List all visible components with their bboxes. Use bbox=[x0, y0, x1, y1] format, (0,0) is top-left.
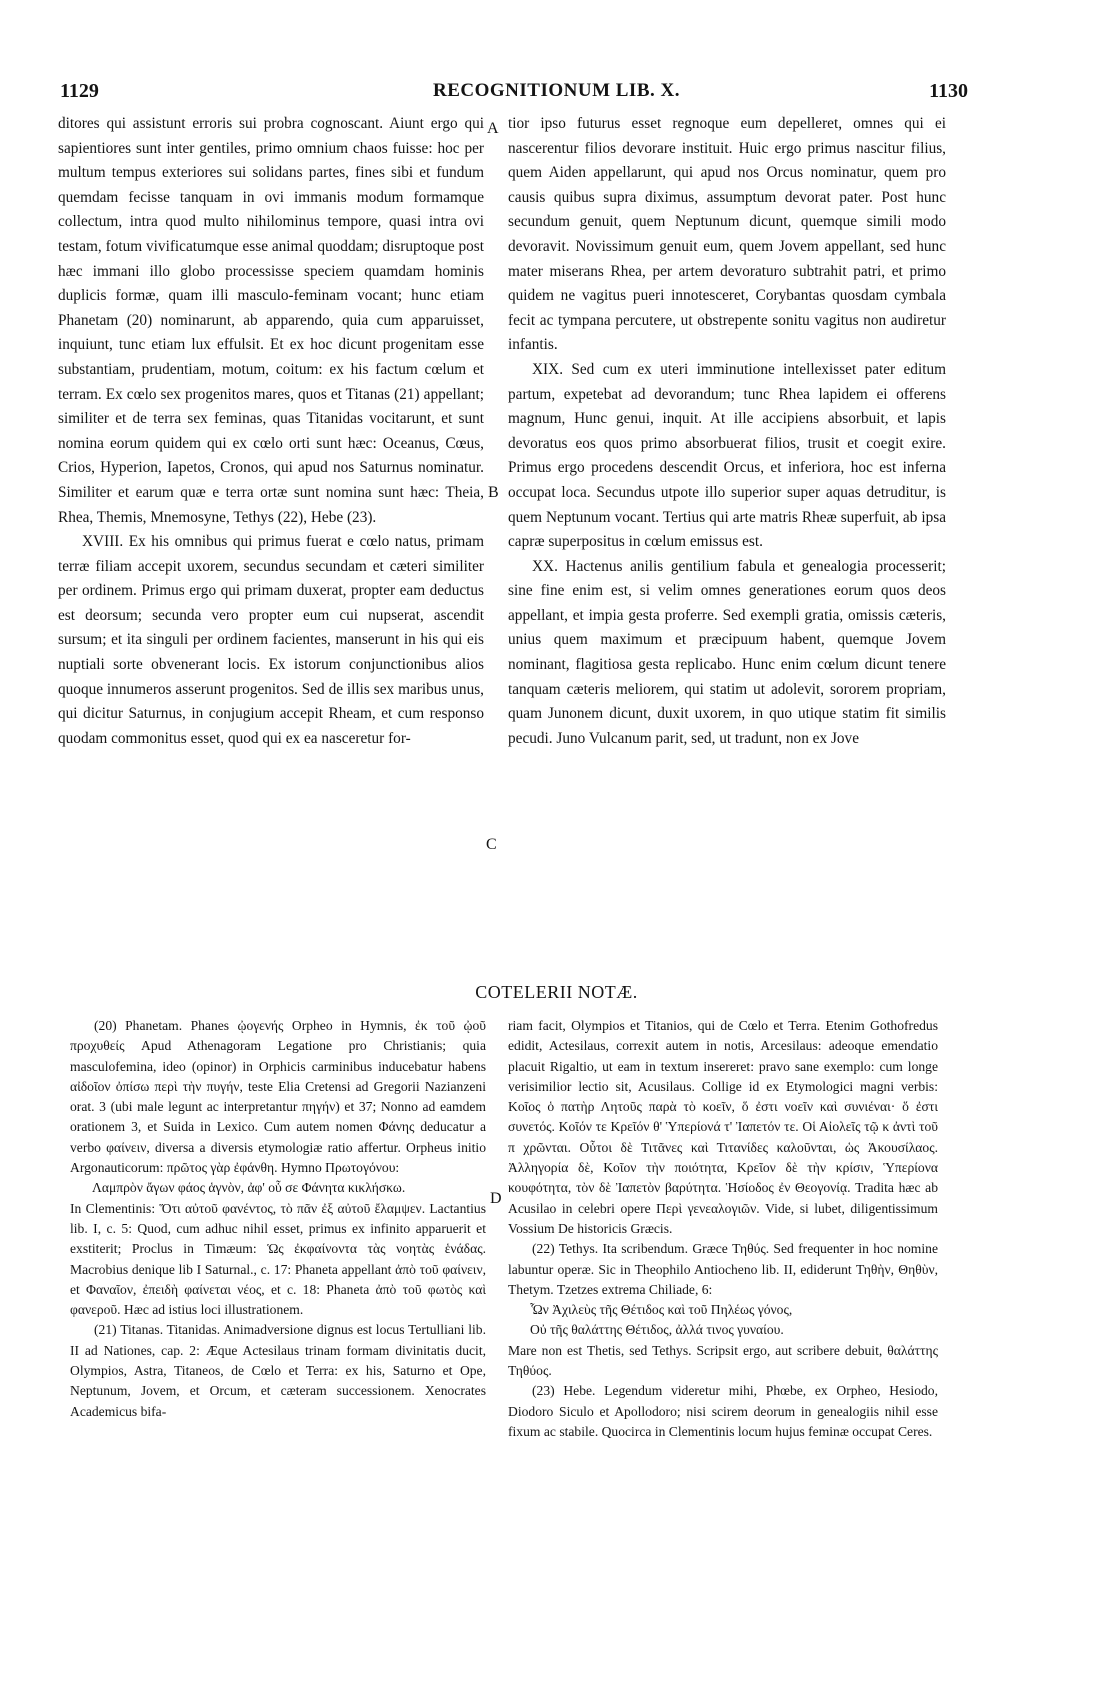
note-21-continued: riam facit, Olympios et Titanios, qui de Cœlo et Terra. Etenim Gothofredus edidit, Actesilaus, correxit autem in notis, Arcesilaus: adeoque emendatio placuit Rigaltio, ut eam in textum insereret: pravo sane exemplo: cum longe verisimilior lectio sit, Acusilaus. Collige id ex Etymologici magni verbis: Κοῖος ὁ πατὴρ Λητοῦς παρὰ τὸ κοεῖν, ὅ ἐστι νοεῖν καὶ συνιέναι· ὅ ἐστι συνετός. Κοῖόν τε Κρεῖόν θ' Ὑπερίονά τ' Ἰαπετόν τε. Οἱ Αἰολεῖς τῷ κ ἀντὶ τοῦ π χρῶνται. Οὗτοι δὲ Τιτᾶνες καὶ Τιτανίδες καλοῦνται, ὡς Ἀκουσίλαος. Ἀλληγορία δὲ, Κοῖον τὴν ποιότητα, Κρεῖον δὲ τὴν κρίσιν, Ὑπερίονα κουφότητα, τὸν δὲ Ἰαπετὸν βαρύτητα. Ἡσίοδος ἐν Θεογονίᾳ. Tradita hæc ab Acusilao in celebri opere Περὶ γενεαλογιῶν. Vide, si lubet, diligentissimum Vossium De historicis Græcis. bbox=[508, 1018, 938, 1236]
paragraph-chapter-xix: XIX. Sed cum ex uteri imminutione intellexisset pater editum partum, expetebat ad devorandum; tunc Rhea lapidem ei offerens magnum, Hunc genui, inquit. At ille accipiens absorbuit, et lapis devoratus eos quos primo absorbuerat filios, trusit et coegit exire. Primus ergo procedens descendit Orcus, et inferiora, hoc est inferna occupat loca. Secundus utpote illo superior super aquas detruditur, is quem Neptunum vocant. Tertius qui arte matris Rheæ superfuit, ab ipsa capræ superpositus in cœlum emissus est. bbox=[508, 360, 946, 551]
paragraph: ditores qui assistunt erroris sui probra cognoscant. Aiunt ergo qui sapientiores sunt inter gentiles, primo omnium chaos fuisse: hoc per multum tempus exteriores sui solidans partes, fines sibi et fundum quemdam fecisse tanquam in ovi immanis modum formamque collectum, intra quod multo nihilominus tempore, quasi intra ovi testam, fotum vivificatumque esse animal quoddam; disruptoque post hæc immani illo globo processisse speciem quamdam hominis duplicis formæ, quam illi masculo-feminam vocant; hunc etiam Phanetam (20) nominarunt, ab apparendo, quia cum apparuisset, inquiunt, tunc etiam lux effulsit. Et ex hoc dicunt progenitam esse substantiam, prudentiam, motum, coitum: ex his factum cœlum et terram. Ex cœlo sex progenitos mares, quos et Titanas (21) appellant; similiter et de terra sex feminas, quas Titanidas vocitarunt, et sunt nomina eorum quidem qui ex cœlo orti sunt hæc: Oceanus, Cœus, Crios, Hyperion, Iapetos, Cronos, qui apud nos Saturnus nominatur. Similiter et earum quæ e terra ortæ sunt nomina sunt hæc: Theia, Rhea, Themis, Mnemosyne, Tethys (22), Hebe (23). bbox=[58, 115, 484, 526]
note-21: (21) Titanas. Titanidas. Animadversione dignus est locus Tertulliani lib. II ad Nationes, cap. 2: Æque Actesilaus trinam formam divinitatis ducit, Olympios, Astra, Titaneos, de Cœlo et Terra: ex his, Saturno et Ope, Neptunum, Jovem, et Orcum, et cæteram successionem. Xenocrates Academicus bifa- bbox=[70, 1322, 486, 1419]
section-marker-a: A bbox=[487, 120, 499, 137]
paragraph-chapter-xx: XX. Hactenus anilis gentilium fabula et genealogia processerit; sine fine enim est, si velim omnes generationes eorum quos deos appellant, et impia gesta proferre. Sed exempli gratia, omissis cæteris, unius quem maximum et præcipuum habent, quemque Jovem nominant, flagitiosa gesta replicabo. Hunc enim cœlum dicunt tenere tanquam cæteris meliorem, qui statim ut adolevit, sororem propriam, quam Junonem dicunt, duxit uxorem, in quo utique statim fit similis pecudi. Juno Vulcanum parit, sed, ut tradunt, non ex Jove bbox=[508, 557, 946, 747]
right-page-number: 1130 bbox=[929, 80, 968, 102]
notes-left-column bbox=[70, 1016, 486, 1661]
note-verse: Λαμπρὸν ἄγων φάος ἁγνὸν, ἀφ' οὗ σε Φάνητα κικλήσκω. bbox=[92, 1180, 406, 1196]
notes-right-column bbox=[508, 1016, 938, 1661]
left-page-number: 1129 bbox=[60, 80, 99, 102]
main-text-right-column bbox=[508, 112, 946, 972]
note-23: (23) Hebe. Legendum videretur mihi, Phœbe, ex Orpheo, Hesiodo, Diodoro Siculo et Apollodoro; nisi scirem deorum in genealogiis nihil esse fixum ac stabile. Quocirca in Clementinis locum hujus feminæ occupat Ceres. bbox=[508, 1383, 938, 1439]
note-20: (20) Phanetam. Phanes ᾠογενής Orpheo in Hymnis, ἐκ τοῦ ᾠοῦ προχυθείς Apud Athenagoram Legatione pro Christianis; quia masculofemina, ideo (opinor) in Orphicis carminibus inducebatur habens αἰδοῖον ὀπίσω περὶ τὴν πυγήν, teste Elia Cretensi ad Gregorii Nazianzeni orat. 3 (ubi male legunt ac interpretantur πηγήν) et 37; Nonno ad eamdem orationem 3, et Suida in Lexico. Cum autem nomen Φάνης deducatur a verbo φαίνειν, diversa a diversis etymologiæ ratio affertur. Orpheus initio Argonauticorum: πρῶτος γὰρ ἐφάνθη. Hymno Πρωτογόνου: bbox=[70, 1018, 486, 1176]
paragraph: tior ipso futurus esset regnoque eum depelleret, omnes qui ei nascerentur filios devorare instituit. Huic ergo primus nascitur filius, quem Aiden appellarunt, qui apud nos Orcus nominatur, quem pro causis quibus supra diximus, assumptum devorat pater. Post hunc secundum genuit, quem Neptunum dicunt, quemque simili modo devoravit. Novissimum genuit eum, quem Jovem appellant, sed hunc mater miserans Rhea, per artem devoraturo subtrahit patri, et primo quidem ne vagitus pueri innotesceret, Corybantas quosdam cymbala fecit ac tympana percutere, ut obstrepente sonitu vagitus non audiretur infantis. bbox=[508, 115, 946, 354]
paragraph-chapter-xviii: XVIII. Ex his omnibus qui primus fuerat e cœlo natus, primam terræ filiam accepit uxorem, secundus secundam et cæteri similiter per ordinem. Primus ergo qui primam duxerat, propter eam deductus est deorsum; secunda vero propter eum cui nupserat, ascendit sursum; et ita singuli per ordinem facientes, manserunt in his qui eis nuptiali sorte obvenerant locis. Ex istorum conjunctionibus alios quoque innumeros asserunt progenitos. Sed de illis sex maribus unus, qui dicitur Saturnus, in conjugium accepit Rheam, et cum responso quodam commonitus esset, quod qui ex ea nasceretur for- bbox=[58, 533, 484, 747]
notes-heading: COTELERII NOTÆ. bbox=[475, 982, 638, 1002]
note-20-continued: In Clementinis: Ὅτι αὐτοῦ φανέντος, τὸ πᾶν ἐξ αὐτοῦ ἔλαμψεν. Lactantius lib. I, c. 5: Quod, cum adhuc nihil esset, primus ex infinito apparuerit et exstiterit; Proclus in Timæum: Ὡς ἐκφαίνοντα τὰς νοητὰς ἑνάδας. Macrobius denique lib I Saturnal., c. 17: Phaneta appellant ἀπὸ τοῦ φαίνειν, et Φαναῖον, ἐπειδὴ φαίνεται νέος, et c. 18: Phaneta ἀπὸ τοῦ φωτὸς καὶ φανεροῦ. Hæc ad istius loci illustrationem. bbox=[70, 1200, 486, 1318]
section-marker-b: B bbox=[488, 484, 499, 501]
running-title: RECOGNITIONUM LIB. X. bbox=[433, 80, 680, 101]
running-header bbox=[0, 80, 1113, 106]
note-verse-line-1: Ὧν Ἀχιλεὺς τῆς Θέτιδος καὶ τοῦ Πηλέως γόνος, bbox=[530, 1302, 793, 1318]
main-text-left-column bbox=[58, 112, 484, 972]
note-verse-line-2: Οὐ τῆς θαλάττης Θέτιδος, ἀλλά τινος γυναίου. bbox=[530, 1322, 784, 1338]
section-marker-d: D bbox=[490, 1190, 502, 1207]
section-marker-c: C bbox=[486, 836, 497, 853]
note-22-continued: Mare non est Thetis, sed Tethys. Scripsit ergo, aut scribere debuit, θαλάττης Τηθύος. bbox=[508, 1342, 938, 1379]
note-22: (22) Tethys. Ita scribendum. Græce Τηθύς. Sed frequenter in hoc nomine labuntur operæ. Sic in Theophilo Antiocheno lib. II, ediderunt Τηθὴν, Θηθὺν, Thetym. Tzetzes extrema Chiliade, 6: bbox=[508, 1241, 938, 1297]
